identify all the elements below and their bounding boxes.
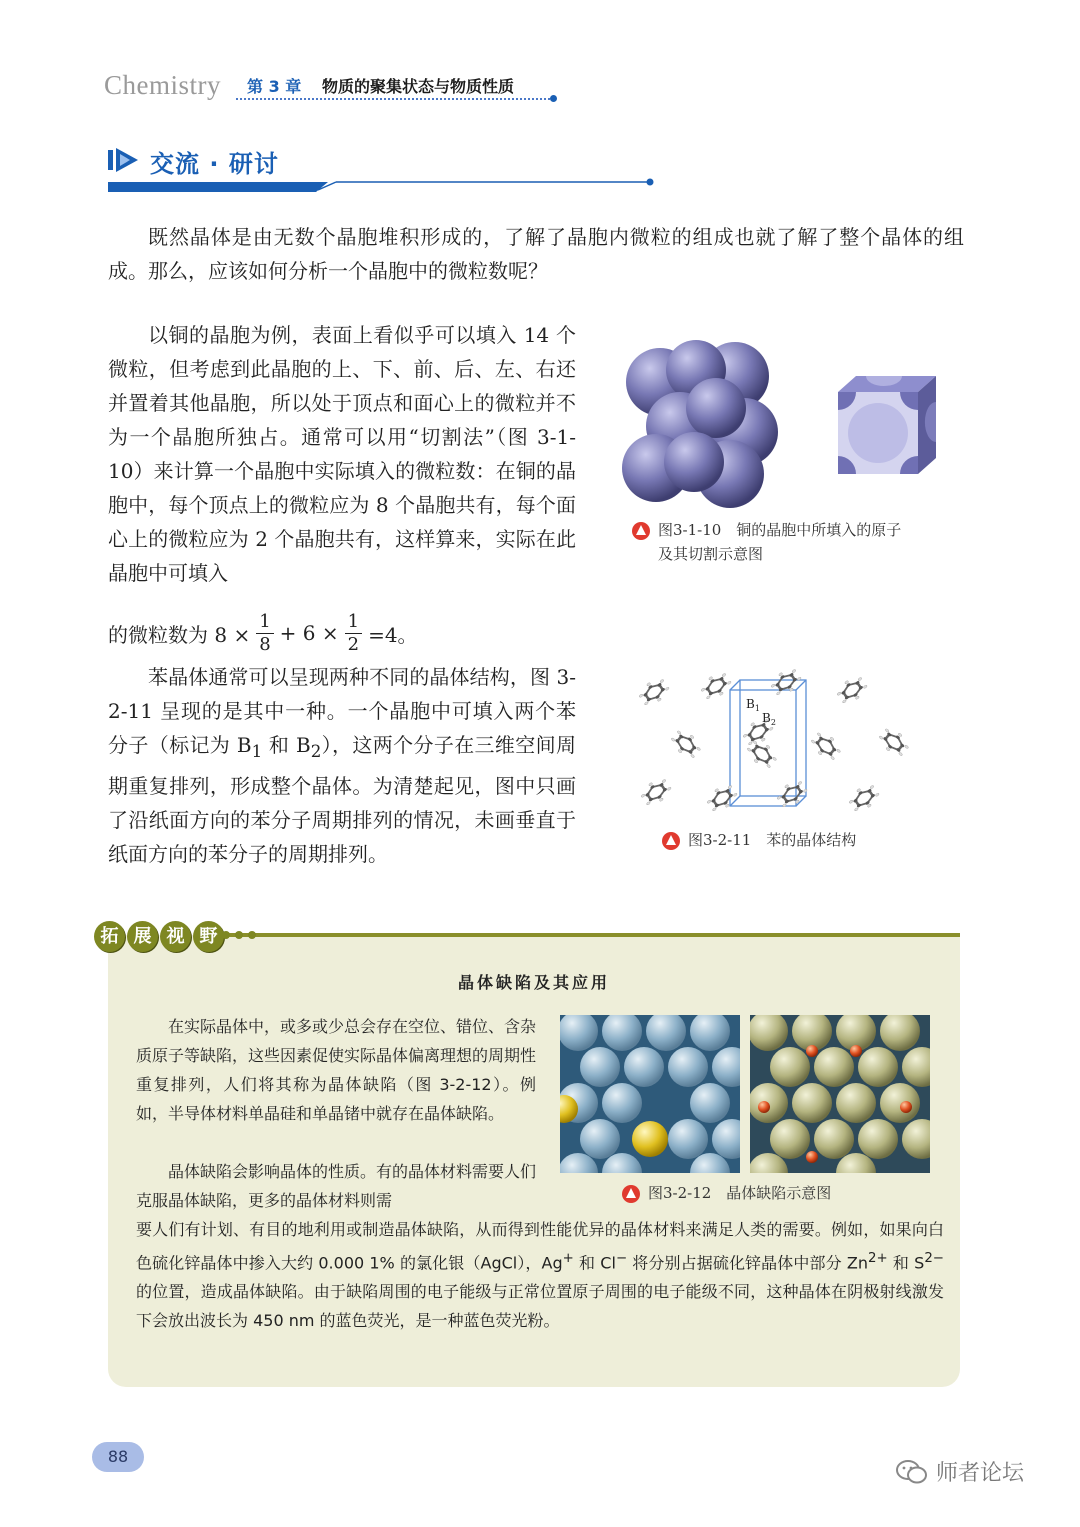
page-number: 88: [92, 1442, 144, 1472]
count-formula: [108, 606, 418, 660]
benzene-crystal-figure: [626, 664, 932, 824]
header-dotted-rule: [236, 98, 554, 100]
wechat-icon: [896, 1459, 928, 1485]
section-title: 交流 · 研讨: [150, 150, 279, 178]
cut-cell-cube: [838, 376, 936, 474]
benzene-text-a: 苯晶体通常可以呈现两种不同的晶体结构，图 3-2-11 呈现的是其中一种。一个晶胞中可填入两个苯分子（标记为 B: [108, 665, 576, 757]
watermark: [896, 1456, 1024, 1487]
chapter-number: 第 3 章: [247, 77, 302, 96]
benzene-text-c: ），这两个分子在三维空间周期重复排列，形成整个晶体。为清楚起见，图中只画了沿纸面方向的苯分子周期排列的情况，未画垂直于纸面方向的苯分子的周期排列。: [108, 733, 577, 866]
fraction-numerator: 1: [345, 611, 362, 634]
play-arrow-icon: [108, 146, 140, 174]
figure-3-1-10-caption: [632, 518, 932, 566]
superscript: 2−: [924, 1251, 944, 1266]
fraction-one-half: [345, 611, 362, 656]
interstitial-defect-figure: [750, 1015, 930, 1173]
extension-title: 晶体缺陷及其应用: [457, 973, 610, 992]
superscript: +: [562, 1251, 574, 1266]
copper-unit-cell-figure: [620, 340, 940, 510]
formula-lead: 的微粒数为 8 ×: [108, 622, 251, 647]
badge-char: 野: [193, 921, 224, 952]
subscript-1: 1: [251, 742, 263, 761]
text-seg: 的位置，造成晶体缺陷。由于缺陷周围的电子能级与正常位置原子周围的电子能级不同，这种晶体在阴极射线激发下会放出波长为 450 nm 的蓝色荧光，是一种蓝色荧光粉。: [136, 1282, 944, 1331]
superscript: 2+: [868, 1251, 888, 1266]
figure-3-2-11-caption: [662, 828, 856, 852]
triangle-marker-icon: [622, 1185, 640, 1203]
extension-badge: [94, 921, 224, 953]
caption-text: 图3-2-11 苯的晶体结构: [688, 831, 857, 849]
fraction-numerator: 1: [256, 611, 273, 634]
triangle-marker-icon: [632, 522, 650, 540]
intro-paragraph: 既然晶体是由无数个晶胞堆积形成的，了解了晶胞内微粒的组成也就了解了整个晶体的组成。那么，应该如何分析一个晶胞中的微粒数呢？: [108, 225, 964, 283]
copper-cell-paragraph: 以铜的晶胞为例，表面上看似乎可以填入 14 个微粒，但考虑到此晶胞的上、下、前、后、左、右还并置着其他晶胞，所以处于顶点和面心上的微粒并不为一个晶胞所独占。通常可以用“切割法”（图 3-1-10）来计算一个晶胞中实际填入的微粒数：在铜的晶胞中，每个顶点上的微粒应为 8 个晶胞共有，每个面心上的微粒应为 2 个晶胞共有，这样算来，实际在此晶胞中可填入: [108, 323, 576, 585]
chapter-title: 物质的聚集状态与物质性质: [322, 77, 515, 96]
packed-spheres: [622, 340, 778, 508]
vacancy-defect-figure: [560, 1015, 740, 1173]
superscript: −: [615, 1251, 628, 1266]
formula-mid: + 6 ×: [279, 621, 339, 645]
extension-paragraph-2-start: 晶体缺陷会影响晶体的性质。有的晶体材料需要人们克服晶体缺陷，更多的晶体材料则需: [136, 1162, 537, 1210]
dot: [248, 931, 256, 939]
header-rule-dot: [550, 95, 557, 102]
section-rule: [108, 176, 656, 194]
benzene-text-b: 和 B: [262, 733, 311, 757]
watermark-text: 师者论坛: [936, 1461, 1025, 1486]
fraction-denominator: 2: [347, 633, 360, 655]
text-seg: 和 Cl: [573, 1253, 616, 1273]
text-seg: 将分别占据硫化锌晶体中部分 Zn: [627, 1253, 869, 1273]
formula-tail: =4。: [368, 622, 418, 647]
fraction-denominator: 8: [259, 633, 271, 655]
caption-line-1: 图3-1-10 铜的晶胞中所填入的原子: [658, 521, 902, 539]
text-seg: 和 S: [887, 1253, 925, 1273]
badge-dots: [222, 931, 256, 939]
triangle-marker-icon: [662, 832, 680, 850]
caption-line-2: 及其切割示意图: [658, 545, 764, 563]
benzene-molecules: [636, 665, 912, 815]
badge-char: 展: [127, 921, 158, 952]
badge-char: 视: [160, 921, 191, 952]
label-b1: $B_1$: [746, 697, 760, 713]
figure-3-2-12-caption: [622, 1181, 831, 1205]
label-b2: $B_2$: [762, 711, 776, 727]
extension-rule: [214, 933, 960, 937]
text-seg: 要人们有计划、有目的地利用或制造晶体缺陷，从而得到性能优异的晶体材料来满足人类的需要。例如，如果向白色硫化锌晶体中掺入大约 0.000 1% 的氯化银（AgCl），Ag: [136, 1220, 944, 1273]
badge-char: 拓: [94, 921, 125, 952]
caption-text: 图3-2-12 晶体缺陷示意图: [648, 1184, 832, 1202]
dot: [222, 931, 230, 939]
subscript-2: 2: [310, 742, 322, 761]
header-brand: Chemistry: [104, 70, 221, 100]
extension-paragraph-1: 在实际晶体中，或多或少总会存在空位、错位、含杂质原子等缺陷，这些因素促使实际晶体偏离理想的周期性重复排列，人们将其称为晶体缺陷（图 3-2-12）。例如，半导体材料单晶硅和单晶锗中就存在晶体缺陷。: [136, 1017, 537, 1123]
fraction-one-eighth: [256, 611, 273, 656]
benzene-paragraph: [108, 660, 576, 871]
extension-paragraph-2-cont: [136, 1215, 944, 1335]
dot: [235, 931, 243, 939]
